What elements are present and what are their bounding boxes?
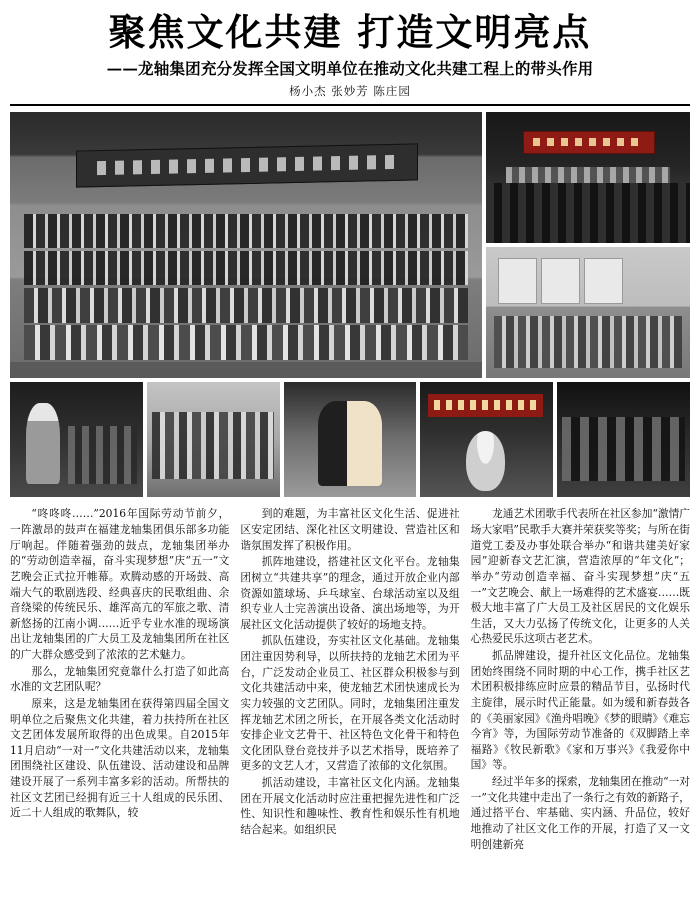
window-pane bbox=[541, 258, 580, 305]
paragraph: 龙通艺术团歌手代表所在社区参加“激情广场大家唱”民歌手大赛并荣获奖等奖；与所在街道党工委及办事处联合举办“和谐共建美好家园”迎新春文艺汇演，营造浓厚的“年文化”；举办“劳动创造幸福、奋斗实现梦想”庆“五一”文艺晚会、献上一场难得的艺术盛宴……既极大地丰富了广大员工及社区居民的文化娱乐生活，又大力弘扬了传统文化，让更多的人关心热爱民乐这项古老艺术。 bbox=[470, 507, 690, 646]
duet-figures bbox=[318, 401, 382, 486]
duet-performance-photo bbox=[284, 382, 417, 497]
stage-floor bbox=[10, 362, 482, 378]
red-banner bbox=[428, 394, 542, 417]
band-figures bbox=[68, 426, 137, 484]
photo-row-bottom bbox=[10, 382, 690, 497]
photo-gallery bbox=[10, 112, 690, 497]
stage-banner bbox=[76, 143, 418, 187]
audience-seats bbox=[486, 183, 690, 243]
paragraph: 抓活动建设，丰富社区文化内涵。龙轴集团在开展文化活动时应注重把握先进性和广泛性、知识性和趣味性、教育性和娱乐性有机地结合起来。如组织民 bbox=[240, 776, 460, 836]
paragraph: 抓队伍建设，夯实社区文化基础。龙轴集团注重因势利导，以所扶持的龙轴艺术团为平台，广泛发动企业员工、社区群众积极参与到文化共建活动中来，使龙轴艺术团快速成长为实力较强的文艺团队。同时，龙轴集团注重发挥龙轴艺术团之所长，在开展各类文化活动时安排企业文艺骨干、社区特色文化骨干和特色文化团队登台竞技并予以艺术指导，既培养了更多的文艺人才，又营造了浓郁的文化氛围。 bbox=[240, 634, 460, 773]
window-pane bbox=[584, 258, 623, 305]
paragraph: 到的难题，为丰富社区文化生活、促进社区安定团结、深化社区文明建设、营造社区和谐氛围发挥了积极作用。 bbox=[240, 507, 460, 552]
orchestra-figures bbox=[152, 412, 274, 479]
rehearsal-performers bbox=[494, 316, 682, 368]
auditorium-stage-photo bbox=[486, 112, 690, 243]
solo-singer-photo bbox=[10, 382, 143, 497]
paragraph: 抓品牌建设，提升社区文化品位。龙轴集团始终围绕不同时期的中心工作，携手社区艺术团积极排练应时应景的精品节目，弘扬时代主旋律，展示时代正能量。如为缓和新春鼓各的《美丽家园》《渔舟唱晚》《梦的眼睛》《难忘今宵》等，为国际劳动节准备的《双脚踏上幸福路》《牧民新歌》《家和万事兴》《我爱你中国》等。 bbox=[470, 649, 690, 772]
dance-performance-photo bbox=[420, 382, 553, 497]
article-column-1 bbox=[10, 506, 229, 924]
paragraph: 经过半年多的探索，龙轴集团在推动“一对一”文化共建中走出了一条行之有效的新路子，通过搭平台、牢基础、实内涵、升品位，较好地推动了社区文化工作的开展，打造了又一文明创建新亮 bbox=[470, 775, 690, 851]
paragraph: 原来，这是龙轴集团在获得第四届全国文明单位之后聚焦文化共建，着力扶持所在社区文艺团体发展所取得的出色成果。自2015年11月启动“一对一”文化共建活动以来，龙轴集团围绕社区建设、队伍建设、活动建设和品牌建设开展了一系列丰富多彩的活动。所帮扶的社区文艺团已经拥有近三十人组成的民乐团、近二十人组成的歌舞队，较 bbox=[10, 696, 230, 820]
choir-row bbox=[24, 251, 468, 286]
dancer-figure bbox=[466, 431, 506, 491]
article-body bbox=[10, 506, 690, 924]
page-title: 聚焦文化共建 打造文明亮点 bbox=[108, 10, 592, 54]
choir-row bbox=[24, 325, 468, 360]
article-column-3 bbox=[471, 506, 690, 924]
orchestra-photo bbox=[147, 382, 280, 497]
band-performance-photo bbox=[557, 382, 690, 497]
window-pane bbox=[498, 258, 537, 305]
article-column-2 bbox=[240, 506, 459, 924]
singer-figure bbox=[26, 403, 61, 484]
choir-row bbox=[24, 288, 468, 323]
paragraph: 抓阵地建设，搭建社区文化平台。龙轴集团树立“共建共享”的理念，通过开放企业内部资源如篮球场、乒乓球室、台球活动室以及组织专业人士完善演出设备、演出场地等，为开展社区文化活动提供了较好的场地支持。 bbox=[240, 555, 460, 631]
red-banner bbox=[523, 131, 656, 154]
photo-row-top bbox=[10, 112, 690, 378]
header-divider bbox=[10, 104, 690, 106]
choir-group-photo bbox=[10, 112, 482, 378]
band-figures bbox=[562, 417, 684, 481]
choir-row bbox=[24, 214, 468, 249]
photo-side-column bbox=[486, 112, 690, 378]
page-subtitle: ——龙轴集团充分发挥全国文明单位在推动文化共建工程上的带头作用 bbox=[106, 59, 594, 79]
paragraph: “咚咚咚……”2016年国际劳动节前夕，一阵激昂的鼓声在福建龙轴集团俱乐部多功能厅响起。伴随着强劲的鼓点，龙轴集团举办的“劳动创造幸福，奋斗实现梦想”庆“五一”文艺晚会正式拉开帷幕。欢腾动感的开场鼓、高端大气的歌剧选段、经典喜庆的民歌组曲、余音绕梁的传统民乐、雄浑高亢的军旅之歌、清新悠扬的江南小调……近乎专业水准的现场演出让龙轴集团的广大员工及龙轴集团所在社区的广大群众感受到了浓浓的艺术魅力。 bbox=[10, 507, 230, 662]
rehearsal-room-photo bbox=[486, 247, 690, 378]
paragraph: 那么，龙轴集团究竟靠什么打造了如此高水准的文艺团队呢？ bbox=[10, 664, 230, 694]
byline: 杨小杰 张妙芳 陈庄园 bbox=[289, 84, 411, 99]
